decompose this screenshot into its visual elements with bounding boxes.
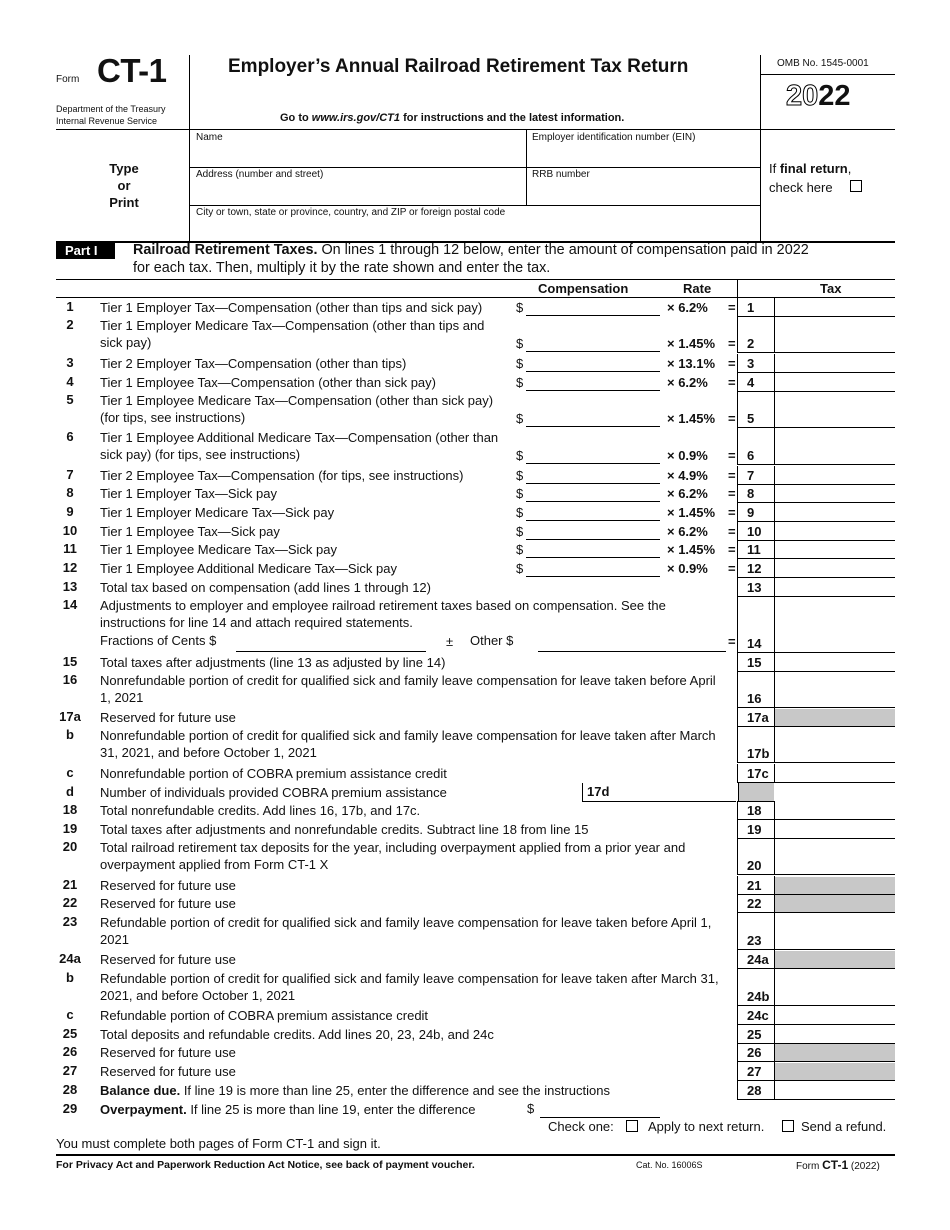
address-field[interactable] [196, 181, 524, 203]
line-description: Tier 2 Employer Tax—Compensation (other than tips) [100, 356, 407, 371]
line-number: 9 [66, 504, 74, 519]
tax-amount-field[interactable] [775, 821, 895, 839]
equals-sign: = [728, 524, 736, 539]
line-number: 13 [62, 579, 78, 594]
rrb-label: RRB number [532, 169, 590, 180]
line-number: 5 [66, 392, 74, 407]
department: Department of the Treasury [56, 104, 166, 114]
compensation-field[interactable] [526, 299, 660, 315]
line-box-label: 1 [738, 299, 774, 317]
line-box-label: 24c [738, 1007, 774, 1025]
line-number: 24a [59, 951, 81, 966]
other-adjustment-field[interactable] [538, 634, 726, 650]
line-number: 17a [59, 709, 81, 724]
reserved-tax-box [775, 709, 895, 727]
line-description: Reserved for future use [100, 710, 236, 725]
tax-amount-field[interactable] [775, 988, 895, 1006]
equals-sign: = [728, 561, 736, 576]
reserved-tax-box [775, 951, 895, 969]
line-box-label: 3 [738, 355, 774, 373]
final-return-checkbox[interactable] [850, 180, 862, 192]
line-number: 4 [66, 374, 74, 389]
tax-rate: × 1.45% [667, 411, 716, 426]
line-description: Total taxes after adjustments and nonrefundable credits. Subtract line 18 from line 15 [100, 822, 589, 837]
line-box-label: 6 [738, 447, 774, 465]
dollar-sign: $ [516, 542, 524, 557]
name-label: Name [196, 132, 223, 143]
form-title: Employer’s Annual Railroad Retirement Tax Return [228, 56, 689, 77]
address-label: Address (number and street) [196, 169, 324, 180]
dollar-sign: $ [516, 336, 524, 351]
line-box-label: 14 [738, 635, 774, 653]
line-box-label: 10 [738, 523, 774, 541]
tax-rate: × 1.45% [667, 542, 716, 557]
line-number: 16 [62, 672, 78, 687]
tax-amount-field[interactable] [775, 299, 895, 317]
line-number: 21 [62, 877, 78, 892]
line-number: b [66, 970, 74, 985]
line-box-label: 4 [738, 374, 774, 392]
line-description: Balance due. If line 19 is more than line 25, enter the difference and see the instructions [100, 1083, 610, 1098]
tax-amount-field[interactable] [775, 335, 895, 353]
line-description: Nonrefundable portion of COBRA premium assistance credit [100, 766, 447, 781]
line-box-label: 17b [738, 745, 774, 763]
ein-label: Employer identification number (EIN) [532, 132, 696, 143]
line-description: Total railroad retirement tax deposits for the year, including overpayment applied from a prior year and overpayment applied from Form CT-1 X [100, 840, 686, 872]
tax-amount-field[interactable] [775, 654, 895, 672]
line-number: 25 [62, 1026, 78, 1041]
equals-sign: = [728, 300, 736, 315]
tax-amount-field[interactable] [775, 523, 895, 541]
city-field[interactable] [196, 219, 756, 239]
agency: Internal Revenue Service [56, 116, 158, 126]
irs-url[interactable]: www.irs.gov/CT1 [311, 112, 401, 124]
line-number: 28 [62, 1082, 78, 1097]
compensation-field[interactable] [526, 504, 660, 520]
line-description: Nonrefundable portion of credit for qualified sick and family leave compensation for leave taken after March 31, 2021, and before October 1, 2021 [100, 728, 716, 760]
line-number: 27 [62, 1063, 78, 1078]
line-number: 7 [66, 467, 74, 482]
line-description: Tier 1 Employer Medicare Tax—Sick pay [100, 505, 335, 520]
dollar-sign: $ [516, 375, 524, 390]
compensation-field[interactable] [526, 467, 660, 483]
line-box-label: 17d [587, 784, 610, 799]
line-description: Refundable portion of credit for qualified sick and family leave compensation for leave taken after March 31, 2021, and before October 1, 2021 [100, 971, 719, 1003]
type-or-print: Type or Print [109, 161, 139, 210]
equals-sign: = [728, 634, 736, 649]
part1-intro-2: for each tax. Then, multiply it by the rate shown and enter the tax. [133, 260, 551, 276]
line-box-label: 12 [738, 560, 774, 578]
line-description: Reserved for future use [100, 1064, 236, 1079]
tax-amount-field[interactable] [775, 690, 895, 708]
dollar-sign: $ [516, 356, 524, 371]
final-return-label: If final return, [769, 161, 852, 176]
tax-amount-field[interactable] [775, 765, 895, 783]
tax-rate: × 6.2% [667, 524, 708, 539]
form-number: CT-1 [97, 52, 167, 89]
line-number: 18 [62, 802, 78, 817]
check-here-label: check here [769, 180, 833, 195]
tax-amount-field[interactable] [775, 560, 895, 578]
compensation-field[interactable] [526, 355, 660, 371]
dollar-sign: $ [516, 561, 524, 576]
line-description: Tier 1 Employer Medicare Tax—Compensation (other than tips and sick pay) [100, 318, 485, 350]
tax-amount-field[interactable] [775, 579, 895, 597]
dollar-sign: $ [516, 486, 524, 501]
dollar-sign: $ [527, 1101, 535, 1116]
line-number: c [66, 765, 74, 780]
equals-sign: = [728, 486, 736, 501]
tax-rate: × 13.1% [667, 356, 716, 371]
equals-sign: = [728, 356, 736, 371]
tax-amount-field[interactable] [775, 802, 895, 820]
line-number: c [66, 1007, 74, 1022]
omb-number: OMB No. 1545-0001 [777, 58, 869, 69]
city-label: City or town, state or province, country, and ZIP or foreign postal code [196, 207, 506, 218]
tax-rate: × 6.2% [667, 486, 708, 501]
line-description: Total taxes after adjustments (line 13 as adjusted by line 14) [100, 655, 446, 670]
line-box-label: 24b [738, 988, 774, 1006]
line-box-label: 8 [738, 485, 774, 503]
privacy-notice: For Privacy Act and Paperwork Reduction Act Notice, see back of payment voucher. [56, 1159, 475, 1171]
plus-minus-sign: ± [446, 634, 454, 649]
line-description: Overpayment. If line 25 is more than line 19, enter the difference [100, 1102, 476, 1117]
equals-sign: = [728, 448, 736, 463]
part1-intro: Railroad Retirement Taxes. On lines 1 through 12 below, enter the amount of compensation paid in 2022 [133, 242, 809, 258]
line-description: Adjustments to employer and employee railroad retirement taxes based on compensation. See the instructions for line 14 and attach required statements. [100, 598, 666, 630]
compensation-field[interactable] [526, 485, 660, 501]
line-number: 15 [62, 654, 78, 669]
fractions-of-cents-field[interactable] [236, 634, 426, 650]
tax-amount-field[interactable] [775, 635, 895, 653]
compensation-field[interactable] [526, 541, 660, 557]
line-description: Nonrefundable portion of credit for qualified sick and family leave compensation for leave taken before April 1, 2021 [100, 673, 716, 705]
rrb-field[interactable] [530, 181, 758, 203]
ein-field[interactable] [530, 144, 758, 166]
line-box-label: 19 [738, 821, 774, 839]
line-number: 12 [62, 560, 78, 575]
line-description: Tier 1 Employer Tax—Compensation (other than tips and sick pay) [100, 300, 483, 315]
line-box-label: 16 [738, 690, 774, 708]
tax-year: 2022 [786, 80, 851, 112]
line-box-label: 27 [738, 1063, 774, 1081]
compensation-field[interactable] [526, 335, 660, 351]
instructions-link-text: Go to www.irs.gov/CT1 for instructions and the latest information. [280, 112, 625, 124]
line-description: Tier 1 Employee Tax—Compensation (other than sick pay) [100, 375, 436, 390]
tax-amount-field[interactable] [775, 932, 895, 950]
tax-amount-field[interactable] [775, 1026, 895, 1044]
compensation-field[interactable] [526, 447, 660, 463]
dollar-sign: $ [516, 448, 524, 463]
line-box-label: 11 [738, 541, 774, 559]
tax-rate: × 6.2% [667, 375, 708, 390]
col-rate: Rate [683, 281, 712, 296]
line-number: 26 [62, 1044, 78, 1059]
compensation-field[interactable] [526, 410, 660, 426]
tax-amount-field[interactable] [775, 374, 895, 392]
form-word: Form [56, 74, 80, 85]
tax-amount-field[interactable] [775, 541, 895, 559]
fractions-label: Fractions of Cents $ [100, 633, 217, 648]
line-number: 6 [66, 429, 74, 444]
equals-sign: = [728, 411, 736, 426]
compensation-field[interactable] [526, 560, 660, 576]
line-description: Tier 1 Employee Tax—Sick pay [100, 524, 280, 539]
line-description: Total nonrefundable credits. Add lines 16, 17b, and 17c. [100, 803, 421, 818]
line-box-label: 7 [738, 467, 774, 485]
tax-rate: × 4.9% [667, 468, 708, 483]
footer-form-id: Form CT-1 (2022) [796, 1158, 880, 1172]
tax-amount-field[interactable] [775, 467, 895, 485]
dollar-sign: $ [516, 524, 524, 539]
other-label: Other $ [470, 633, 514, 648]
reserved-tax-box [775, 895, 895, 913]
line-number: 14 [62, 597, 78, 612]
line-box-label: 15 [738, 654, 774, 672]
compensation-field[interactable] [526, 374, 660, 390]
name-field[interactable] [196, 144, 524, 166]
line-number: 8 [66, 485, 74, 500]
line-description: Reserved for future use [100, 952, 236, 967]
apply-next-return-checkbox[interactable] [626, 1120, 638, 1132]
line-number: 10 [62, 523, 78, 538]
line-box-label: 13 [738, 579, 774, 597]
reserved-tax-box [775, 1044, 895, 1062]
equals-sign: = [728, 375, 736, 390]
line-description: Tier 2 Employee Tax—Compensation (for tips, see instructions) [100, 468, 464, 483]
tax-amount-field[interactable] [775, 504, 895, 522]
line-box-label: 17a [738, 709, 774, 727]
line-description: Total deposits and refundable credits. Add lines 20, 23, 24b, and 24c [100, 1027, 494, 1042]
col-tax: Tax [820, 281, 842, 296]
line-box-label: 28 [738, 1082, 774, 1100]
line-box-label: 21 [738, 877, 774, 895]
catalog-number: Cat. No. 16006S [636, 1160, 703, 1170]
tax-rate: × 0.9% [667, 561, 708, 576]
tax-amount-field[interactable] [775, 447, 895, 465]
apply-next-return-label: Apply to next return. [648, 1119, 765, 1134]
dollar-sign: $ [516, 411, 524, 426]
line-number: 2 [66, 317, 74, 332]
line-description: Reserved for future use [100, 1045, 236, 1060]
reserved-tax-box [775, 877, 895, 895]
tax-rate: × 6.2% [667, 300, 708, 315]
line-description: Tier 1 Employee Additional Medicare Tax—Compensation (other than sick pay) (for tips, see instructions) [100, 430, 499, 462]
equals-sign: = [728, 468, 736, 483]
tax-rate: × 1.45% [667, 505, 716, 520]
line-box-label: 22 [738, 895, 774, 913]
tax-rate: × 1.45% [667, 336, 716, 351]
tax-amount-field[interactable] [775, 410, 895, 428]
line-description: Number of individuals provided COBRA premium assistance [100, 785, 447, 800]
tax-amount-field[interactable] [775, 1082, 895, 1100]
line-description: Tier 1 Employer Tax—Sick pay [100, 486, 278, 501]
send-refund-checkbox[interactable] [782, 1120, 794, 1132]
tax-amount-field[interactable] [775, 745, 895, 763]
line-description: Tier 1 Employee Medicare Tax—Sick pay [100, 542, 337, 557]
line-number: b [66, 727, 74, 742]
line-box-label: 20 [738, 857, 774, 875]
line-description: Total tax based on compensation (add lines 1 through 12) [100, 580, 431, 595]
reserved-tax-box [775, 1063, 895, 1081]
line-number: 29 [62, 1101, 78, 1116]
shaded-box [738, 783, 774, 802]
tax-rate: × 0.9% [667, 448, 708, 463]
tax-amount-field[interactable] [775, 1007, 895, 1025]
line-description: Refundable portion of credit for qualified sick and family leave compensation for leave taken before April 1, 2021 [100, 915, 712, 947]
send-refund-label: Send a refund. [801, 1119, 887, 1134]
overpayment-field[interactable] [540, 1100, 660, 1117]
dollar-sign: $ [516, 300, 524, 315]
line-number: 11 [63, 541, 77, 556]
col-compensation: Compensation [538, 281, 629, 296]
part1-badge: Part I [56, 243, 115, 259]
compensation-field[interactable] [526, 523, 660, 539]
line-number: 3 [66, 355, 74, 370]
line-description: Tier 1 Employee Medicare Tax—Compensation (other than sick pay) (for tips, see instructions) [100, 393, 494, 425]
dollar-sign: $ [516, 505, 524, 520]
dollar-sign: $ [516, 468, 524, 483]
line-box-label: 2 [738, 335, 774, 353]
check-one-label: Check one: [548, 1119, 614, 1134]
line-description: Refundable portion of COBRA premium assistance credit [100, 1008, 429, 1023]
line-box-label: 17c [738, 765, 774, 783]
line-box-label: 23 [738, 932, 774, 950]
equals-sign: = [728, 336, 736, 351]
line-box-label: 25 [738, 1026, 774, 1044]
line-box-label: 9 [738, 504, 774, 522]
line-box-label: 26 [738, 1044, 774, 1062]
tax-amount-field[interactable] [775, 857, 895, 875]
line-number: 22 [62, 895, 78, 910]
line-number: 20 [62, 839, 78, 854]
line-box-label: 18 [738, 802, 774, 820]
line-number: d [66, 784, 74, 799]
equals-sign: = [728, 542, 736, 557]
tax-amount-field[interactable] [775, 355, 895, 373]
line-description: Reserved for future use [100, 896, 236, 911]
line-17d-field[interactable] [582, 783, 736, 802]
equals-sign: = [728, 505, 736, 520]
line-number: 19 [62, 821, 78, 836]
line-description: Tier 1 Employee Additional Medicare Tax—Sick pay [100, 561, 397, 576]
line-number: 1 [66, 299, 74, 314]
line-box-label: 24a [738, 951, 774, 969]
tax-amount-field[interactable] [775, 485, 895, 503]
must-complete-note: You must complete both pages of Form CT-1 and sign it. [56, 1136, 381, 1151]
line-box-label: 5 [738, 410, 774, 428]
line-description: Reserved for future use [100, 878, 236, 893]
line-number: 23 [62, 914, 78, 929]
